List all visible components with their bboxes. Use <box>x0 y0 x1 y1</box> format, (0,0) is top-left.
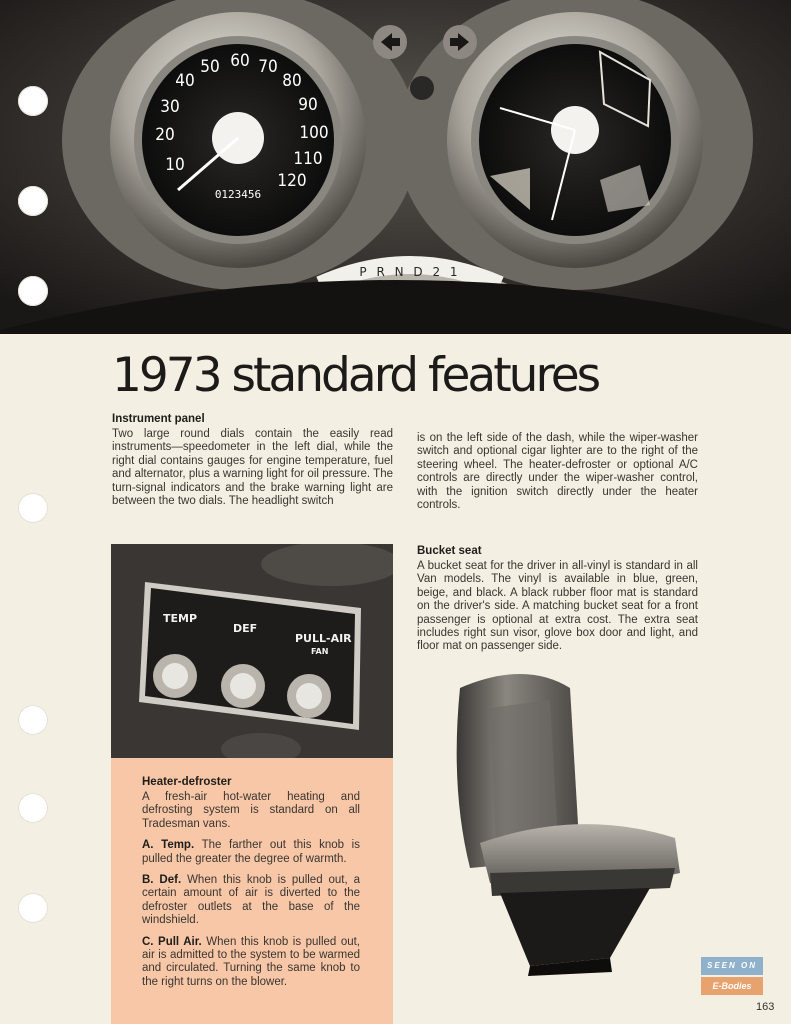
binder-hole <box>18 493 48 523</box>
watermark-badge <box>701 957 763 997</box>
binder-hole <box>18 893 48 923</box>
heater-item-text: When this knob is pulled out, air is admitted to the system to be warmed and circulated. Turning the same knob to the right turns on the blower. <box>142 935 360 988</box>
heater-defroster-box <box>111 758 393 1024</box>
heater-item-text: When this knob is pulled out, a certain amount of air is diverted to the defroster outlets at the base of the windshield. <box>142 874 360 927</box>
speed-label: 80 <box>282 71 302 91</box>
bucket-seat-text: A bucket seat for the driver in all-vinyl is standard in all Van models. The vinyl is available in blue, green, beige, and black. A black rubber floor mat is standard on the driver's side. A matching bucket seat for a front passenger is optional at extra cost. The extra seat includes right sun visor, glove box door and light, and floor mat on passenger side. <box>417 560 698 653</box>
fan-label: FAN <box>311 647 329 656</box>
instrument-panel-heading: Instrument panel <box>112 413 205 425</box>
binder-hole <box>18 276 48 306</box>
speed-label: 120 <box>277 171 307 191</box>
instrument-panel-photo <box>0 0 791 334</box>
odometer: 0123456 <box>214 188 262 201</box>
binder-hole <box>18 793 48 823</box>
instrument-panel-text-continued: is on the left side of the dash, while the wiper-washer switch and optional cigar lighter are to the right of the steering wheel. The heater-defroster or optional A/C controls are directly under the wiper-washer control, with the ignition switch directly under the heater controls. <box>417 432 698 512</box>
heater-item-text: The farther out this knob is pulled the greater the degree of warmth. <box>142 839 360 865</box>
speed-label: 90 <box>298 95 318 115</box>
heater-controls-photo <box>111 544 393 758</box>
speed-label: 50 <box>200 57 220 77</box>
heater-item-label: C. Pull Air. <box>142 935 202 948</box>
bucket-seat-photo <box>430 668 690 978</box>
instrument-panel-continued <box>417 432 698 512</box>
bucket-seat-heading: Bucket seat <box>417 545 482 557</box>
speed-label: 110 <box>293 149 323 169</box>
instrument-panel-section <box>112 413 393 508</box>
pull-air-label: PULL-AIR <box>295 632 352 645</box>
speed-label: 20 <box>155 125 175 145</box>
heater-item-label: B. Def. <box>142 874 182 887</box>
speed-label: 100 <box>299 123 329 143</box>
bucket-seat-section <box>417 545 698 654</box>
gear-indicator: P R N D 2 1 <box>359 265 461 279</box>
heater-item <box>142 936 360 990</box>
speed-label: 30 <box>160 97 180 117</box>
binder-hole <box>18 705 48 735</box>
page-title: 1973 standard features <box>112 348 599 403</box>
speed-label: 10 <box>165 155 185 175</box>
def-label: DEF <box>233 622 258 635</box>
binder-hole <box>18 186 48 216</box>
temp-label: TEMP <box>163 612 198 625</box>
binder-hole <box>18 86 48 116</box>
heater-item-label: A. Temp. <box>142 839 195 852</box>
speed-label: 40 <box>175 71 195 91</box>
heater-defroster-intro: A fresh-air hot-water heating and defrosting system is standard on all Tradesman vans. <box>142 791 360 830</box>
heater-item <box>142 839 360 866</box>
heater-defroster-heading: Heater-defroster <box>142 776 232 788</box>
watermark-line2: E-Bodies <box>701 977 763 995</box>
watermark-line1: SEEN ON <box>701 957 763 975</box>
speed-label: 60 <box>230 51 250 71</box>
speed-label: 70 <box>258 57 278 77</box>
page-number: 163 <box>756 1001 775 1013</box>
instrument-panel-text: Two large round dials contain the easily read instruments—speedometer in the left dial, while the right dial contains gauges for engine temperature, fuel and alternator, plus a warning light for oil pressure. The turn-signal indicators and the brake warning light are between the two dials. The headlight switch <box>112 428 393 508</box>
heater-item <box>142 874 360 928</box>
